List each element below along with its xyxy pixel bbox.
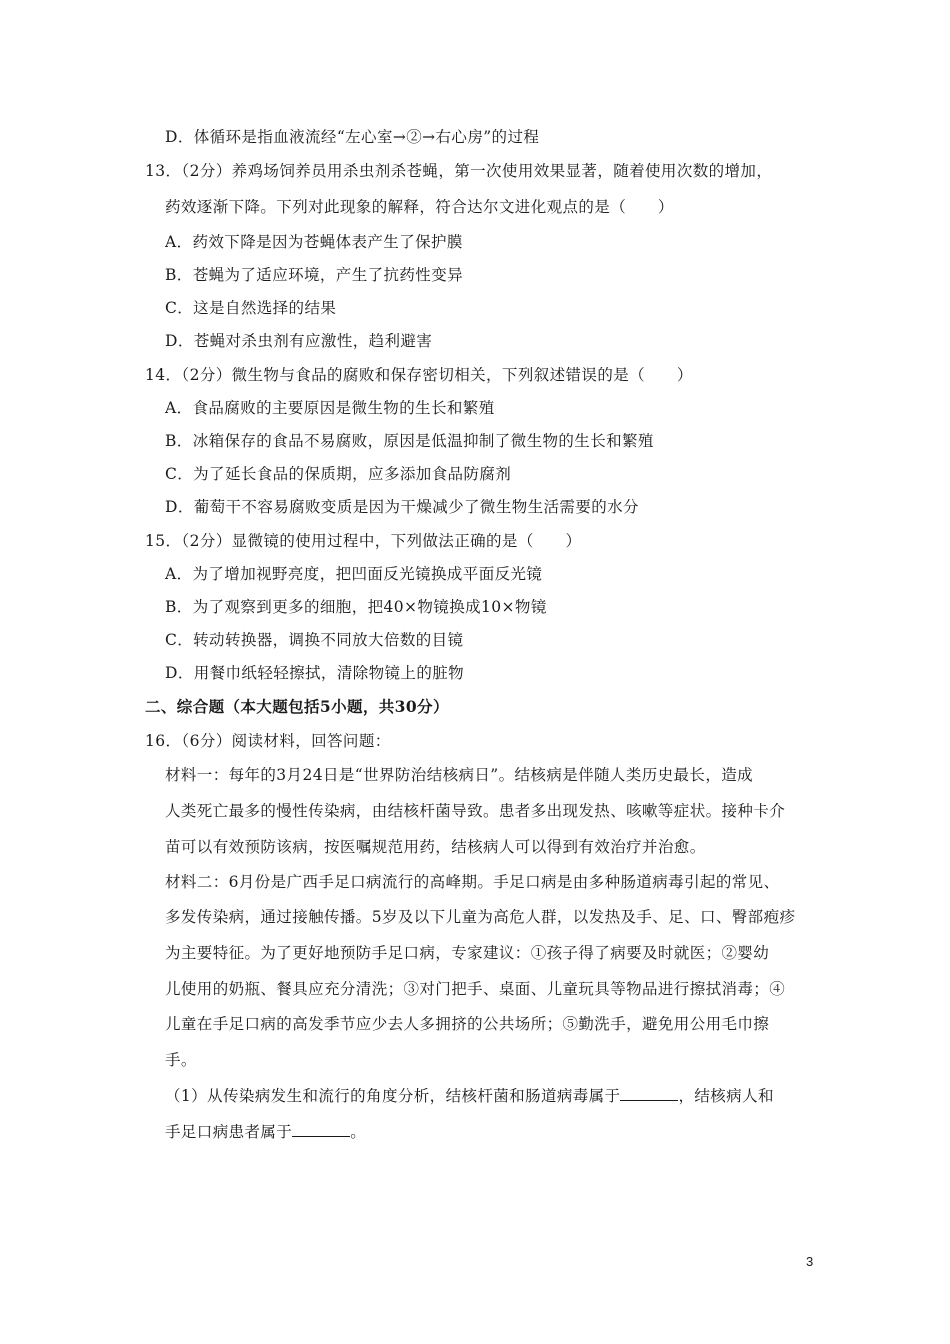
q16-material2-line4: 儿使用的奶瓶、餐具应充分清洗；③对门把手、桌面、儿童玩具等物品进行擦拭消毒；④: [165, 980, 786, 998]
q12-option-d: D．体循环是指血液流经“左心室→②→右心房”的过程: [165, 128, 540, 146]
q13-option-b: B．苍蝇为了适应环境，产生了抗药性变异: [165, 266, 463, 284]
q15-option-d: D．用餐巾纸轻轻擦拭，清除物镜上的脏物: [165, 664, 465, 682]
q13-stem-line2: 药效逐渐下降。下列对此现象的解释，符合达尔文进化观点的是（ ）: [165, 198, 674, 216]
page-number: 3: [806, 1254, 814, 1269]
q13-stem-line1: 13．（2分）养鸡场饲养员用杀虫剂杀苍蝇，第一次使用效果显著，随着使用次数的增加，: [145, 162, 773, 180]
q16-material2-line2: 多发传染病，通过接触传播。5岁及以下儿童为高危人群，以发热及手、足、口、臀部疱疹: [165, 908, 796, 926]
section-title: 二、综合题（本大题包括5小题，共30分）: [145, 697, 449, 716]
q14-option-c: C．为了延长食品的保质期，应多添加食品防腐剂: [165, 465, 512, 483]
q14-stem: 14．（2分）微生物与食品的腐败和保存密切相关，下列叙述错误的是（ ）: [145, 366, 693, 384]
q16-sub1-text1: （1）从传染病发生和流行的角度分析，结核杆菌和肠道病毒属于: [165, 1087, 621, 1105]
q16-sub1-text2: ，结核病人和: [678, 1087, 774, 1105]
q16-material1-line3: 苗可以有效预防该病，按医嘱规范用药，结核病人可以得到有效治疗并治愈。: [165, 838, 706, 856]
q13-option-a: A．药效下降是因为苍蝇体表产生了保护膜: [165, 233, 463, 251]
q16-stem: 16．（6分）阅读材料，回答问题：: [145, 732, 391, 750]
q13-option-d: D．苍蝇对杀虫剂有应激性，趋利避害: [165, 332, 433, 350]
q15-option-b: B．为了观察到更多的细胞，把40×物镜换成10×物镜: [165, 598, 547, 616]
q16-sub1-line2: [165, 1122, 366, 1142]
answer-blank-1[interactable]: [620, 1086, 678, 1101]
q15-option-a: A．为了增加视野亮度，把凹面反光镜换成平面反光镜: [165, 565, 543, 583]
q15-option-c: C．转动转换器，调换不同放大倍数的目镜: [165, 631, 464, 649]
q16-sub1-text3: 手足口病患者属于: [165, 1123, 293, 1141]
q16-material2-line1: 材料二：6月份是广西手足口病流行的高峰期。手足口病是由多种肠道病毒引起的常见、: [165, 873, 780, 891]
q16-sub1-text4: 。: [350, 1123, 367, 1141]
q15-stem: 15．（2分）显微镜的使用过程中，下列做法正确的是（ ）: [145, 532, 582, 550]
q16-material2-line6: 手。: [165, 1051, 197, 1069]
q16-sub1-line1: [165, 1086, 774, 1106]
q13-option-c: C．这是自然选择的结果: [165, 299, 337, 317]
q14-option-a: A．食品腐败的主要原因是微生物的生长和繁殖: [165, 399, 495, 417]
q16-material2-line5: 儿童在手足口病的高发季节应少去人多拥挤的公共场所；⑤勤洗手，避免用公用毛巾擦: [165, 1015, 770, 1033]
q14-option-b: B．冰箱保存的食品不易腐败，原因是低温抑制了微生物的生长和繁殖: [165, 432, 654, 450]
q16-material2-line3: 为主要特征。为了更好地预防手足口病，专家建议：①孩子得了病要及时就医；②婴幼: [165, 944, 770, 962]
q16-material1-line2: 人类死亡最多的慢性传染病，由结核杆菌导致。患者多出现发热、咳嗽等症状。接种卡介: [165, 802, 786, 820]
answer-blank-2[interactable]: [292, 1122, 350, 1137]
q16-material1-line1: 材料一：每年的3月24日是“世界防治结核病日”。结核病是伴随人类历史最长，造成: [165, 766, 754, 784]
q14-option-d: D．葡萄干不容易腐败变质是因为干燥减少了微生物生活需要的水分: [165, 498, 639, 516]
